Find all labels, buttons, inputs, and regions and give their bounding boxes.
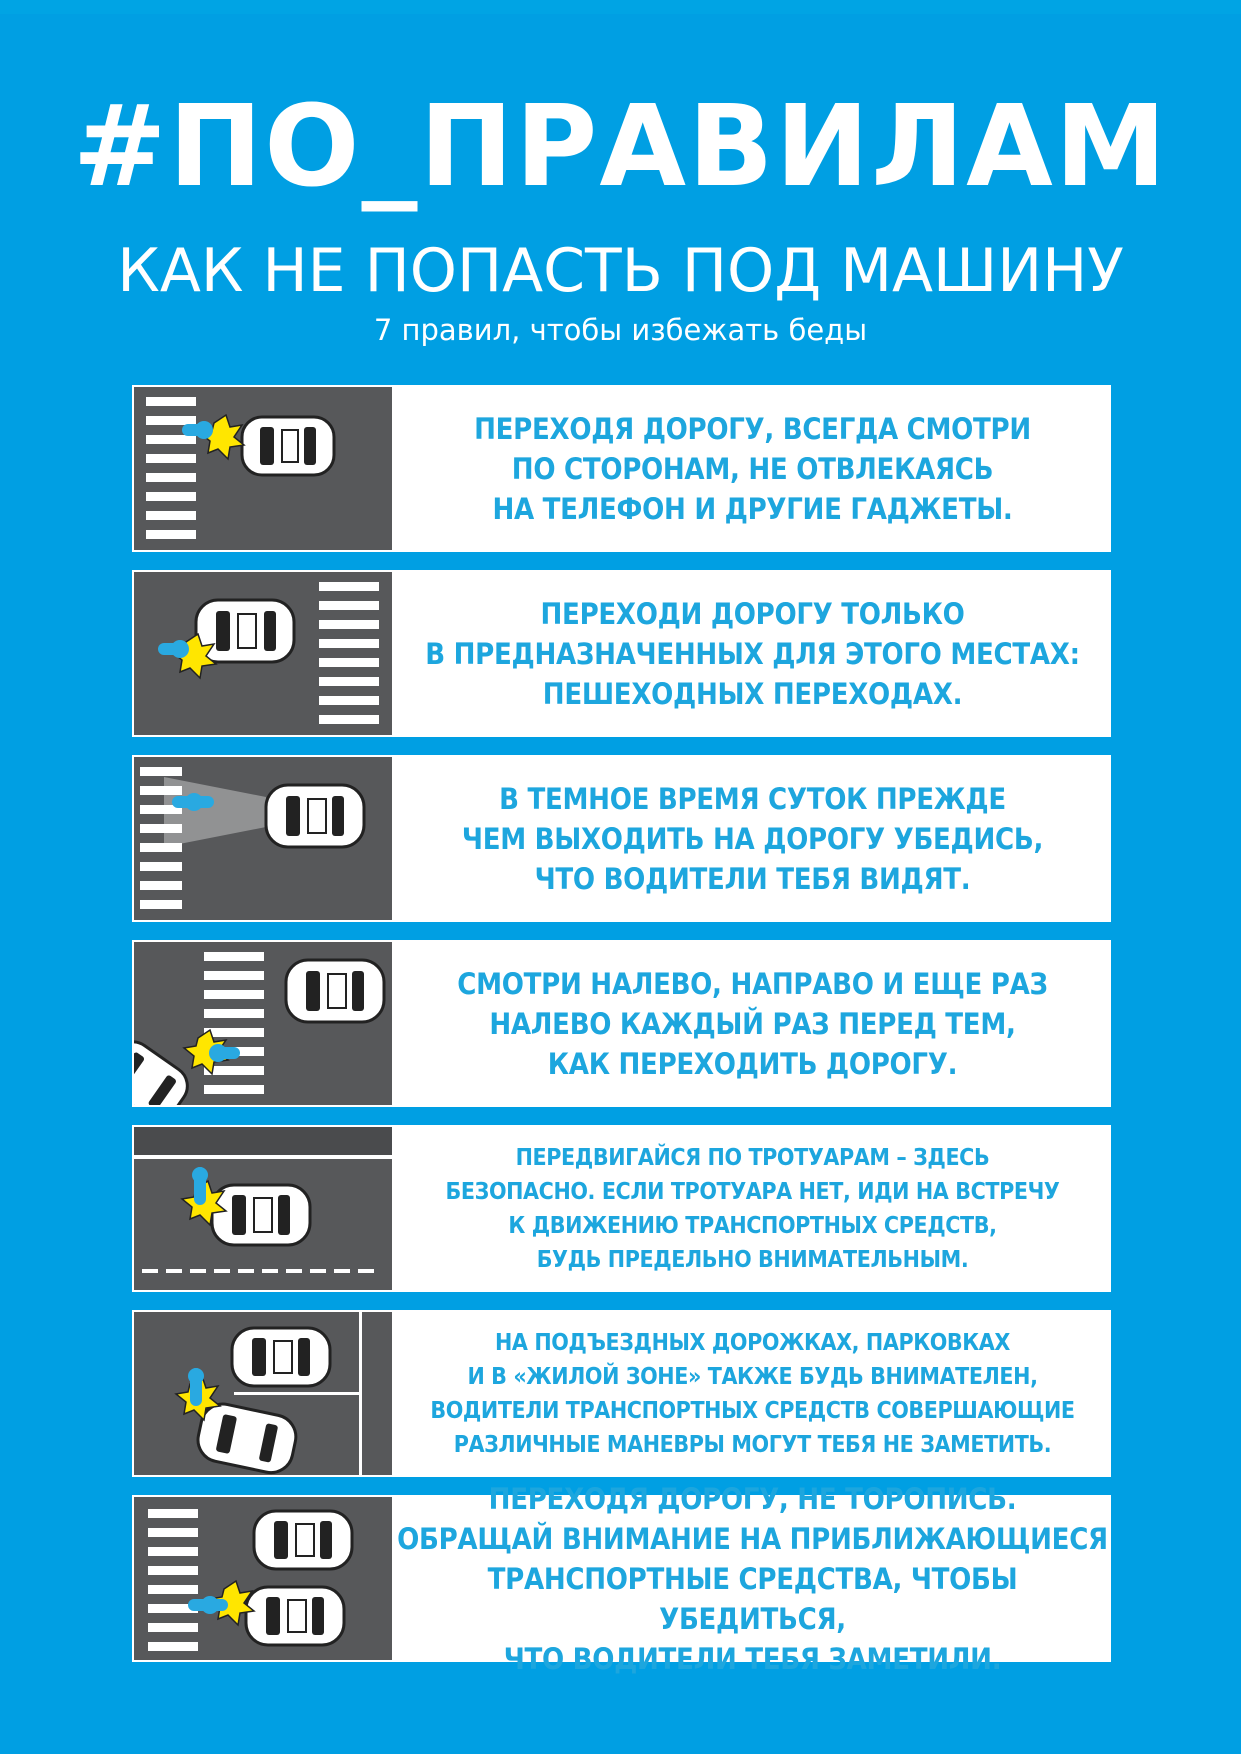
rule-text-5: ПЕРЕДВИГАЙСЯ ПО ТРОТУАРАМ – ЗДЕСЬ БЕЗОПАСНО. ЕСЛИ ТРОТУАРА НЕТ, ИДИ НА ВСТРЕЧУ К ДВИЖЕНИЮ ТРАНСПОРТНЫХ СРЕДСТВ, БУДЬ ПРЕДЕЛЬНО ВНИМАТЕЛЬНЫМ.	[445, 1144, 1060, 1273]
sidewalk-pedestrian-icon	[134, 1127, 392, 1290]
rule-text-2: ПЕРЕХОДИ ДОРОГУ ТОЛЬКО В ПРЕДНАЗНАЧЕННЫХ ДЛЯ ЭТОГО МЕСТАХ: ПЕШЕХОДНЫХ ПЕРЕХОДАХ.	[425, 596, 1080, 711]
headlights-pedestrian-icon	[134, 757, 392, 920]
hashtag-title: #ПО_ПРАВИЛАМ	[72, 82, 1169, 212]
rule-item-3	[132, 755, 1111, 922]
rule-text-1: ПЕРЕХОДЯ ДОРОГУ, ВСЕГДА СМОТРИ ПО СТОРОНАМ, НЕ ОТВЛЕКАЯСЬ НА ТЕЛЕФОН И ДРУГИЕ ГАДЖЕТЫ.	[474, 411, 1031, 526]
turning-car-hit-icon	[134, 942, 392, 1105]
rule-text-6: НА ПОДЪЕЗДНЫХ ДОРОЖКАХ, ПАРКОВКАХ И В «ЖИЛОЙ ЗОНЕ» ТАКЖЕ БУДЬ ВНИМАТЕЛЕН, ВОДИТЕЛИ ТРАНСПОРТНЫХ СРЕДСТВ СОВЕРШАЮЩИЕ РАЗЛИЧНЫЕ МАНЕВРЫ МОГУТ ТЕБЯ НЕ ЗАМЕТИТЬ.	[430, 1329, 1075, 1458]
rule-text-3: В ТЕМНОЕ ВРЕМЯ СУТОК ПРЕЖДЕ ЧЕМ ВЫХОДИТЬ НА ДОРОГУ УБЕДИСЬ, ЧТО ВОДИТЕЛИ ТЕБЯ ВИДЯТ.	[461, 781, 1044, 896]
rule-item-7	[132, 1481, 1111, 1676]
rule-text-4: СМОТРИ НАЛЕВО, НАПРАВО И ЕЩЕ РАЗ НАЛЕВО КАЖДЫЙ РАЗ ПЕРЕД ТЕМ, КАК ПЕРЕХОДИТЬ ДОРОГУ.	[457, 966, 1048, 1081]
rule-item-4	[132, 940, 1111, 1107]
poster-title: КАК НЕ ПОПАСТЬ ПОД МАШИНУ	[117, 236, 1124, 306]
rule-item-2	[132, 570, 1111, 737]
jaywalking-hit-icon	[134, 572, 392, 735]
rule-text-7: ПЕРЕХОДЯ ДОРОГУ, НЕ ТОРОПИСЬ. ОБРАЩАЙ ВНИМАНИЕ НА ПРИБЛИЖАЮЩИЕСЯ ТРАНСПОРТНЫЕ СРЕДСТВА, ЧТОБЫ УБЕДИТЬСЯ, ЧТО ВОДИТЕЛИ ТЕБЯ ЗАМЕТИЛИ.	[397, 1481, 1108, 1676]
poster-subtitle: 7 правил, чтобы избежать беды	[373, 313, 868, 347]
top-band	[0, 0, 1241, 14]
two-cars-crosswalk-icon	[134, 1497, 392, 1660]
rule-item-5	[132, 1125, 1111, 1292]
crosswalk-pedestrian-hit-icon	[134, 387, 392, 550]
rule-item-6	[132, 1310, 1111, 1477]
parking-lot-hit-icon	[134, 1312, 392, 1475]
rule-item-1	[132, 385, 1111, 552]
